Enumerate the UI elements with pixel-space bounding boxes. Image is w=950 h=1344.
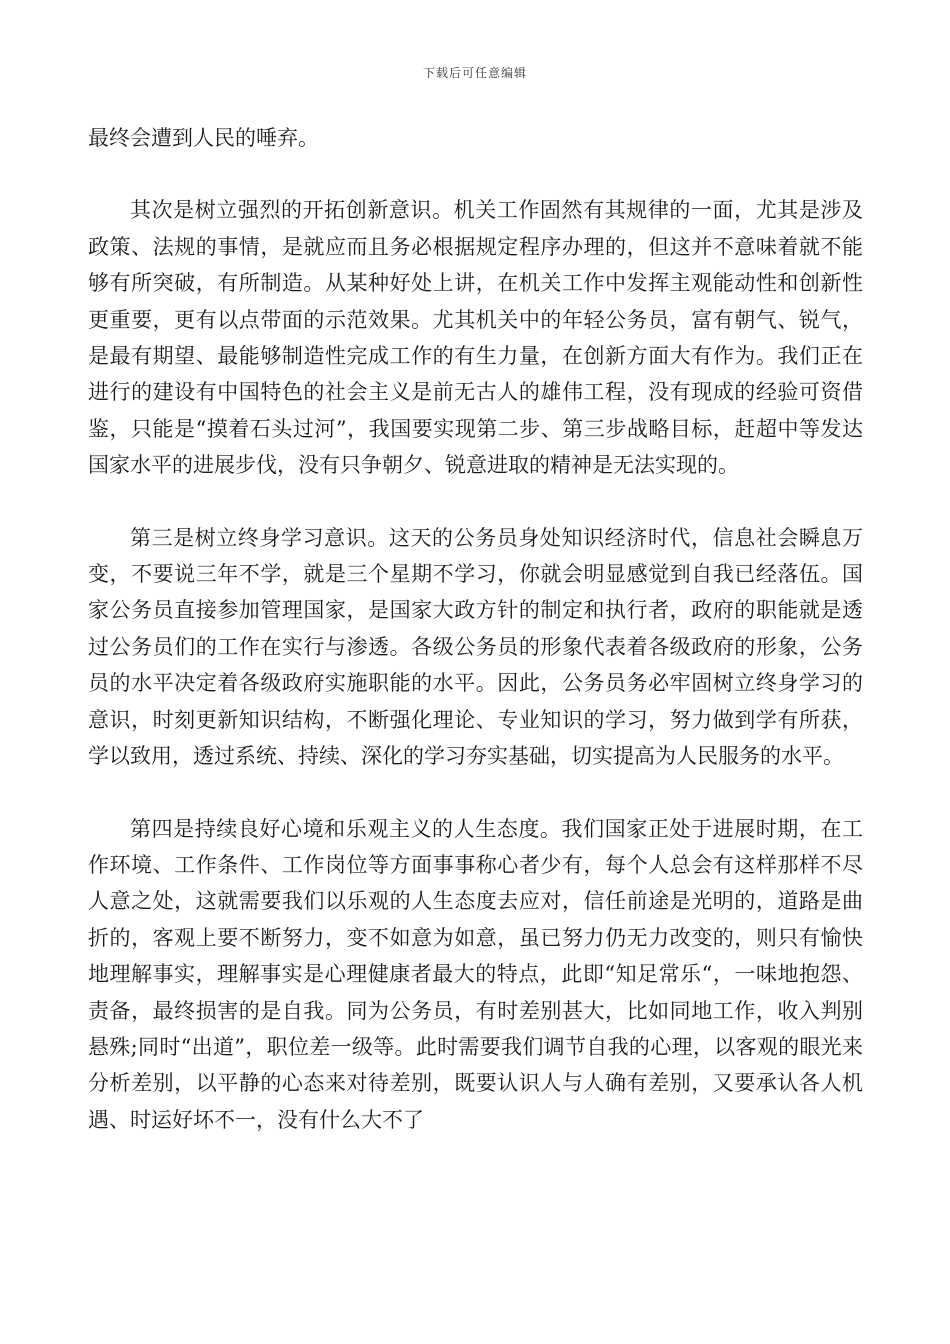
- paragraph-optimism: 第四是持续良好心境和乐观主义的人生态度。我们国家正处于进展时期，在工作环境、工作条件、工作岗位等方面事事称心者少有，每个人总会有这样那样不尽人意之处，这就需要我们以乐观的人生态度去应对，信任前途是光明的，道路是曲折的，客观上要不断努力，变不如意为如意，虽已努力仍无力改变的，则只有愉快地理解事实，理解事实是心理健康者最大的特点，此即“知足常乐“，一味地抱怨、责备，最终损害的是自我。同为公务员，有时差别甚大，比如同地工作，收入判别悬殊;同时“出道”，职位差一级等。此时需要我们调节自我的心理，以客观的眼光来分析差别，以平静的心态来对待差别，既要认识人与人确有差别，又要承认各人机遇、时运好坏不一，没有什么大不了: [88, 816, 863, 1132]
- paragraph-lifelong-learning: 第三是树立终身学习意识。这天的公务员身处知识经济时代，信息社会瞬息万变，不要说三年不学，就是三个星期不学习，你就会明显感觉到自我已经落伍。国家公务员直接参加管理国家，是国家大政方针的制定和执行者，政府的职能就是透过公务员们的工作在实行与渗透。各级公务员的形象代表着各级政府的形象，公务员的水平决定着各级政府实施职能的水平。因此，公务员务必牢固树立终身学习的意识，时刻更新知识结构，不断强化理论、专业知识的学习，努力做到学有所获，学以致用，透过系统、持续、深化的学习夯实基础，切实提高为人民服务的水平。: [88, 525, 863, 769]
- document-body: [88, 120, 863, 1174]
- paragraph-innovation: 其次是树立强烈的开拓创新意识。机关工作固然有其规律的一面，尤其是涉及政策、法规的事情，是就应而且务必根据规定程序办理的，但这并不意味着就不能够有所突破，有所制造。从某种好处上讲，在机关工作中发挥主观能动性和创新性更重要，更有以点带面的示范效果。尤其机关中的年轻公务员，富有朝气、锐气，是最有期望、最能够制造性完成工作的有生力量，在创新方面大有作为。我们正在进行的建设有中国特色的社会主义是前无古人的雄伟工程，没有现成的经验可资借鉴，只能是“摸着石头过河”，我国要实现第二步、第三步战略目标，赶超中等发达国家水平的进展步伐，没有只争朝夕、锐意进取的精神是无法实现的。: [88, 198, 863, 478]
- paragraph-continuation: 最终会遭到人民的唾弃。: [88, 126, 319, 150]
- page-header: 下载后可任意编辑: [422, 66, 527, 80]
